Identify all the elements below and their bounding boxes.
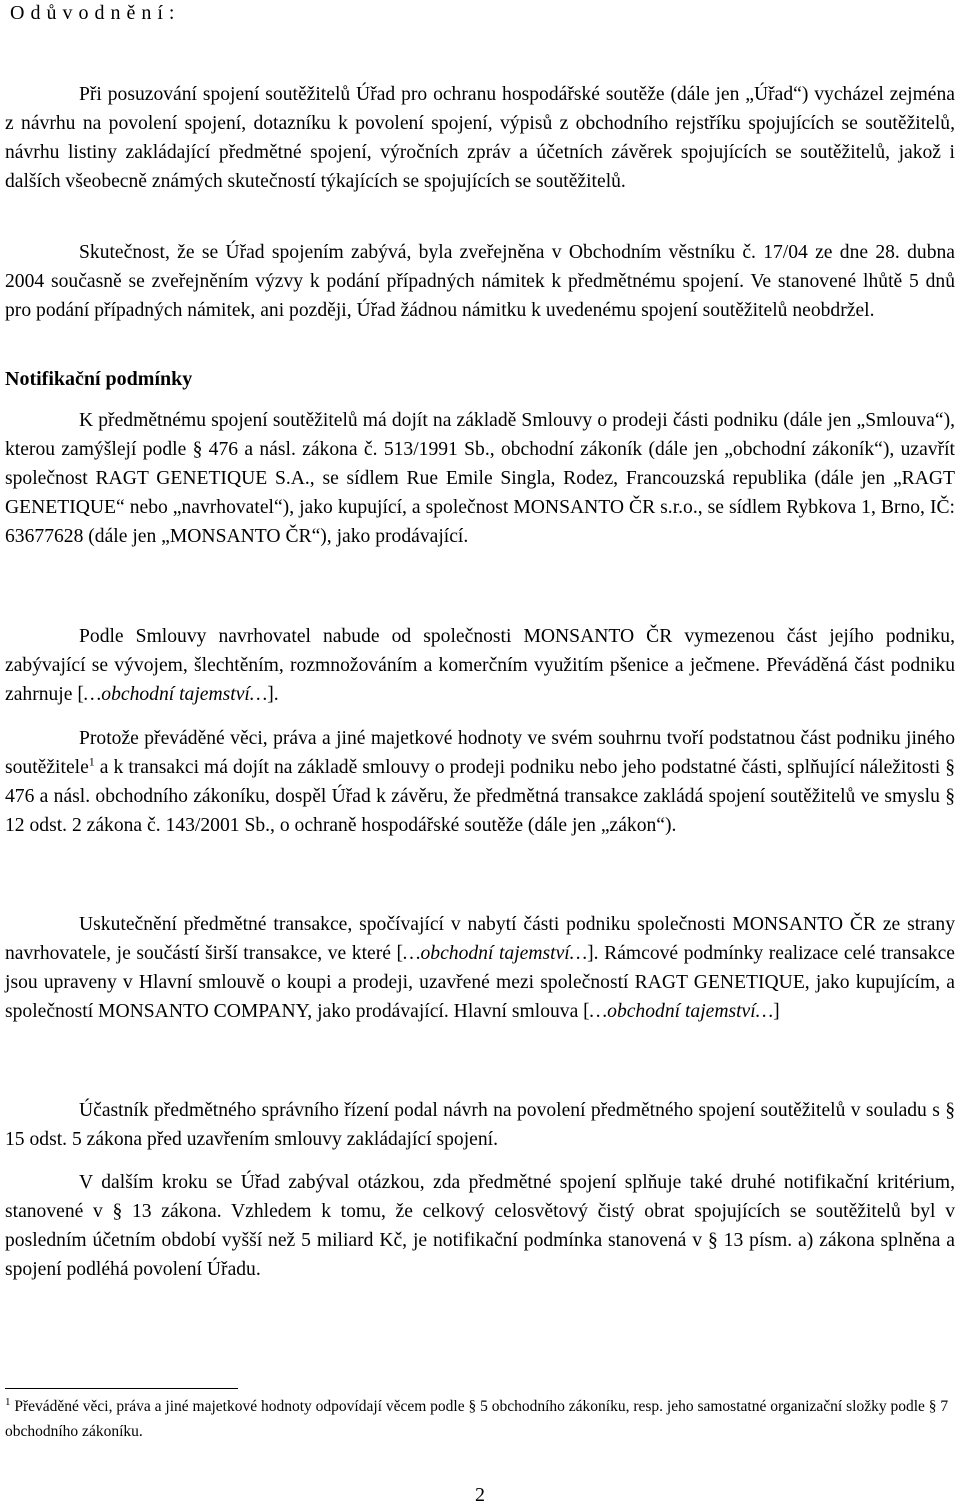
paragraph-basis: Při posuzování spojení soutěžitelů Úřad pro ochranu hospodářské soutěže (dále jen „Úřad“) vycházel zejména z návrhu na povolení spojení, dotazníku k povolení spojení, výpisů z obchodního rejstříku spojujících se soutěžitelů, návrhu listiny zakládající předmětné spojení, výročních zpráv a účetních závěrek spojujících se soutěžitelů, jakož i dalších všeobecně známých skutečností týkajících se spojujících se soutěžitelů. <box>5 84 955 192</box>
paragraph-transfer: Podle Smlouvy navrhovatel nabude od společnosti MONSANTO ČR vymezenou část jejího podniku, zabývající se vývojem, šlechtěním, rozmnožováním a komerčním využitím pšenice a ječmene. Převáděná část podniku zahrnuje […obchodní tajemství…]. <box>5 626 955 705</box>
footnote-separator <box>5 1388 238 1389</box>
footnote: $^1$ Převáděné věci, práva a jiné majetkové hodnoty odpovídají věcem podle § 5 obchodního zákoníku, resp. jeho samostatné organizační složky podle § 7 obchodního zákoníku. <box>5 1395 949 1440</box>
paragraph-contract: K předmětnému spojení soutěžitelů má dojít na základě Smlouvy o prodeji části podniku (dále jen „Smlouva“), kterou zamýšlejí podle § 476 a násl. zákona č. 513/1991 Sb., obchodní zákoník (dále jen „obchodní zákoník“), uzavřít společnost RAGT GENETIQUE S.A., se sídlem Rue Emile Singla, Rodez, Francouzská republika (dále jen „RAGT GENETIQUE“ nebo „navrhovatel“), jako kupující, a společnost MONSANTO ČR s.r.o., se sídlem Rybkova 1, Brno, IČ: 63677628 (dále jen „MONSANTO ČR“), jako prodávající. <box>5 410 955 547</box>
page-number: 2 <box>475 1484 485 1506</box>
subheading-notification: Notifikační podmínky <box>5 368 193 390</box>
paragraph-criterion: V dalším kroku se Úřad zabýval otázkou, zda předmětné spojení splňuje také druhé notifikační kritérium, stanovené v § 13 zákona. Vzhledem k tomu, že celkový celosvětový čistý obrat spojujících se soutěžitelů byl v posledním účetním období vyšší než 5 miliard Kč, je notifikační podmínka stanovená v § 13 písm. a) zákona splněna a spojení podléhá povolení Úřadu. <box>5 1172 955 1280</box>
paragraph-wider-transaction: Uskutečnění předmětné transakce, spočívající v nabytí části podniku společnosti MONSANTO ČR ze strany navrhovatele, je součástí širší transakce, ve které […obchodní tajemství…]. Rámcové podmínky realizace celé transakce jsou upraveny v Hlavní smlouvě o koupi a prodeji, uzavřené mezi společností RAGT GENETIQUE, jako kupujícím, a společností MONSANTO COMPANY, jako prodávající. Hlavní smlouva […obchodní tajemství…] <box>5 914 955 1022</box>
section-heading: O d ů v o d n ě n í : <box>10 2 175 24</box>
footnote-number: 1 <box>5 1395 11 1408</box>
paragraph-participant: Účastník předmětného správního řízení podal návrh na povolení předmětného spojení soutěžitelů v souladu s § 15 odst. 5 zákona před uzavřením smlouvy zakládající spojení. <box>5 1100 955 1150</box>
paragraph-concentration: Protože převáděné věci, práva a jiné majetkové hodnoty ve svém souhrnu tvoří podstatnou část podniku jiného soutěžitele$^1$ a k transakci má dojít na základě smlouvy o prodeji podniku nebo jeho podstatné části, splňující náležitosti § 476 a násl. obchodního zákoníku, dospěl Úřad k závěru, že předmětná transakce zakládá spojení soutěžitelů ve smyslu § 12 odst. 2 zákona č. 143/2001 Sb., o ochraně hospodářské soutěže (dále jen „zákon“). <box>5 728 955 836</box>
paragraph-publication: Skutečnost, že se Úřad spojením zabývá, byla zveřejněna v Obchodním věstníku č. 17/04 ze dne 28. dubna 2004 současně se zveřejněním výzvy k podání případných námitek k předmětnému spojení. Ve stanovené lhůtě 5 dnů pro podání případných námitek, ani později, Úřad žádnou námitku k uvedenému spojení soutěžitelů neobdržel. <box>5 242 955 321</box>
footnote-reference: 1 <box>88 754 95 769</box>
